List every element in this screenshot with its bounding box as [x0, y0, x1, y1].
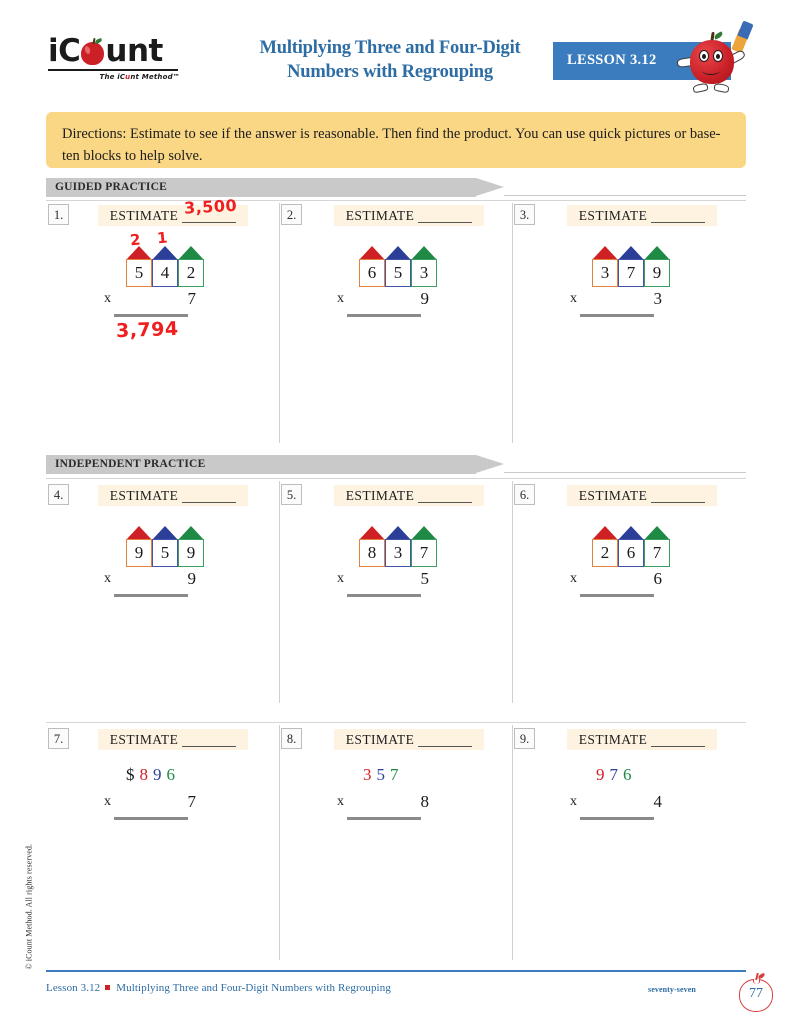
logo-tagline: The iCunt Method™: [99, 72, 180, 81]
problem-cell: [512, 725, 745, 955]
estimate-blank[interactable]: [418, 733, 472, 747]
multiply-symbol: x: [104, 794, 111, 809]
problem-row-independent-1: [46, 481, 746, 701]
digit-hundreds: 3: [363, 765, 377, 784]
multiply-row: [104, 792, 202, 814]
estimate-field[interactable]: [98, 729, 248, 750]
place-value-house: [592, 246, 618, 290]
multiplier-digit: 4: [653, 792, 662, 811]
row-divider: [46, 722, 746, 723]
place-value-house: [618, 526, 644, 570]
answer-rule: [580, 817, 654, 820]
section-header-independent: [46, 455, 746, 474]
estimate-blank[interactable]: [651, 209, 705, 223]
place-value-house: [152, 246, 178, 290]
estimate-blank[interactable]: [182, 733, 236, 747]
footer-bullet-icon: [105, 985, 110, 990]
column-divider: [512, 725, 513, 960]
place-value-house: [385, 246, 411, 290]
digit-hundreds: 8: [359, 539, 385, 567]
logo-wordmark: [48, 33, 180, 69]
carry-mark: 2: [129, 230, 142, 250]
column-divider: [279, 203, 280, 443]
place-value-house: [385, 526, 411, 570]
place-value-house: [592, 526, 618, 570]
multiply-row: [104, 569, 202, 591]
logo-text-suffix: unt: [105, 33, 163, 69]
problem-number: 5.: [281, 484, 302, 505]
digit-ones: 9: [644, 259, 670, 287]
answer-rule: [580, 314, 654, 317]
problem-cell: [46, 725, 279, 955]
apple-icon: [80, 38, 105, 65]
digit-ones: 9: [178, 539, 204, 567]
multiply-symbol: x: [337, 571, 344, 586]
section-header-guided: [46, 178, 746, 197]
digit-tens: 5: [376, 765, 390, 784]
logo-text-prefix: iC: [48, 33, 81, 69]
estimate-label: ESTIMATE: [578, 487, 648, 503]
place-value-house: [644, 526, 670, 570]
problem-cell: [512, 481, 745, 701]
digit-tens: 5: [385, 259, 411, 287]
problem-row-guided: [46, 195, 746, 441]
multiplier-digit: 7: [187, 792, 196, 811]
multiply-symbol: x: [337, 291, 344, 306]
problem-number: 6.: [514, 484, 535, 505]
answer-rule: [114, 314, 188, 317]
multiplier-digit: 9: [187, 569, 196, 588]
digit-hundreds: 9: [596, 765, 610, 784]
multiply-symbol: x: [104, 291, 111, 306]
estimate-blank[interactable]: [651, 733, 705, 747]
place-value-house: [411, 526, 437, 570]
digit-ones: 7: [411, 539, 437, 567]
apple-mascot-icon: [672, 22, 762, 102]
icount-logo: [48, 33, 180, 81]
place-value-houses: [592, 526, 670, 570]
place-value-houses: [359, 526, 437, 570]
multiply-row: [104, 289, 202, 311]
estimate-field[interactable]: [334, 485, 484, 506]
estimate-label: ESTIMATE: [345, 731, 415, 747]
digit-tens: 4: [152, 259, 178, 287]
estimate-label: ESTIMATE: [345, 207, 415, 223]
problem-digits: [596, 765, 637, 785]
problem-cell: [46, 195, 279, 441]
problem-cell: [279, 725, 512, 955]
multiply-row: [337, 289, 435, 311]
currency-symbol: $: [126, 765, 140, 784]
digit-ones: 7: [390, 765, 404, 784]
page-number-word: seventy-seven: [648, 985, 696, 994]
place-value-houses: [126, 246, 204, 290]
digit-tens: 6: [618, 539, 644, 567]
multiplier-digit: 5: [420, 569, 429, 588]
place-value-house: [618, 246, 644, 290]
estimate-field[interactable]: [334, 205, 484, 226]
estimate-blank[interactable]: [651, 489, 705, 503]
multiply-symbol: x: [570, 571, 577, 586]
multiply-symbol: x: [337, 794, 344, 809]
logo-divider: [48, 69, 178, 71]
section-label-independent: INDEPENDENT PRACTICE: [55, 458, 206, 470]
place-value-house: [359, 526, 385, 570]
place-value-house: [178, 526, 204, 570]
problem-number: 8.: [281, 728, 302, 749]
place-value-house: [411, 246, 437, 290]
answer-rule: [114, 594, 188, 597]
problem-cell: [279, 481, 512, 701]
row-divider: [46, 478, 746, 479]
answer-rule: [114, 817, 188, 820]
digit-ones: 6: [166, 765, 180, 784]
problem-cell: [512, 201, 745, 441]
multiply-row: [570, 569, 668, 591]
place-value-houses: [126, 526, 204, 570]
footer-caption: [46, 982, 391, 994]
estimate-label: ESTIMATE: [578, 207, 648, 223]
estimate-blank[interactable]: [418, 489, 472, 503]
estimate-label: ESTIMATE: [109, 207, 179, 223]
place-value-house: [644, 246, 670, 290]
multiply-row: [570, 289, 668, 311]
section-label-guided: GUIDED PRACTICE: [55, 181, 167, 193]
estimate-blank[interactable]: [182, 195, 238, 223]
page-number: 77: [749, 986, 763, 1001]
estimate-blank[interactable]: [418, 209, 472, 223]
problem-digits: [126, 765, 180, 785]
digit-tens: 7: [609, 765, 623, 784]
estimate-field[interactable]: [567, 485, 717, 506]
estimate-blank[interactable]: [182, 489, 236, 503]
product-answer: 3,794: [115, 317, 179, 343]
digit-hundreds: 9: [126, 539, 152, 567]
multiply-row: [570, 792, 668, 814]
place-value-houses: [359, 246, 437, 290]
column-divider: [279, 725, 280, 960]
estimate-label: ESTIMATE: [578, 731, 648, 747]
problem-number: 1.: [48, 204, 69, 225]
multiplier-digit: 6: [653, 569, 662, 588]
digit-tens: 7: [618, 259, 644, 287]
place-value-house: [126, 526, 152, 570]
digit-hundreds: 3: [592, 259, 618, 287]
estimate-field[interactable]: [334, 729, 484, 750]
column-divider: [512, 481, 513, 703]
estimate-field[interactable]: [567, 205, 717, 226]
multiplier-digit: 3: [653, 289, 662, 308]
multiplier-digit: 9: [420, 289, 429, 308]
multiply-row: [337, 569, 435, 591]
digit-tens: 5: [152, 539, 178, 567]
digit-hundreds: 5: [126, 259, 152, 287]
page-title: [225, 36, 555, 84]
page-title-line-2: Numbers with Regrouping: [287, 62, 493, 83]
problem-number: 2.: [281, 204, 302, 225]
digit-hundreds: 2: [592, 539, 618, 567]
place-value-house: [126, 246, 152, 290]
estimate-field[interactable]: [98, 485, 248, 506]
page-header: [0, 0, 791, 105]
place-value-house: [152, 526, 178, 570]
answer-rule: [347, 314, 421, 317]
multiply-symbol: x: [570, 291, 577, 306]
answer-rule: [580, 594, 654, 597]
place-value-houses: [592, 246, 670, 290]
estimate-field[interactable]: [98, 195, 248, 226]
page-title-line-1: Multiplying Three and Four-Digit: [259, 38, 521, 58]
digit-ones: 6: [623, 765, 637, 784]
digit-tens: 3: [385, 539, 411, 567]
problem-number: 9.: [514, 728, 535, 749]
multiplier-digit: 7: [187, 289, 196, 308]
estimate-label: ESTIMATE: [109, 731, 179, 747]
footer-lesson-number: Lesson 3.12: [46, 982, 101, 994]
digit-hundreds: 6: [359, 259, 385, 287]
carry-mark: 1: [156, 228, 169, 248]
place-value-house: [178, 246, 204, 290]
estimate-answer: 3,500: [183, 195, 238, 218]
lesson-badge-label: LESSON 3.12: [567, 52, 657, 68]
multiply-symbol: x: [570, 794, 577, 809]
problem-number: 3.: [514, 204, 535, 225]
digit-ones: 3: [411, 259, 437, 287]
footer-lesson-title: Multiplying Three and Four-Digit Numbers with Regrouping: [116, 982, 391, 994]
digit-tens: 9: [153, 765, 167, 784]
page-number-apple-icon: [736, 972, 776, 1014]
footer-divider: [46, 970, 746, 972]
problem-cell: [46, 481, 279, 701]
answer-rule: [347, 594, 421, 597]
problem-number: 4.: [48, 484, 69, 505]
column-divider: [279, 481, 280, 703]
directions-box: Directions: Estimate to see if the answer is reasonable. Then find the product. You can use quick pictures or base-ten blocks to help solve.: [46, 112, 746, 168]
place-value-house: [359, 246, 385, 290]
digit-hundreds: 8: [139, 765, 153, 784]
problem-cell: [279, 201, 512, 441]
digit-ones: 7: [644, 539, 670, 567]
column-divider: [512, 203, 513, 443]
multiplier-digit: 8: [420, 792, 429, 811]
answer-rule: [347, 817, 421, 820]
copyright-notice: © iCount Method. All rights reserved.: [24, 843, 34, 970]
problem-row-independent-2: [46, 725, 746, 955]
problem-digits: [363, 765, 404, 785]
estimate-label: ESTIMATE: [345, 487, 415, 503]
multiply-row: [337, 792, 435, 814]
multiply-symbol: x: [104, 571, 111, 586]
problem-number: 7.: [48, 728, 69, 749]
estimate-field[interactable]: [567, 729, 717, 750]
digit-ones: 2: [178, 259, 204, 287]
estimate-label: ESTIMATE: [109, 487, 179, 503]
